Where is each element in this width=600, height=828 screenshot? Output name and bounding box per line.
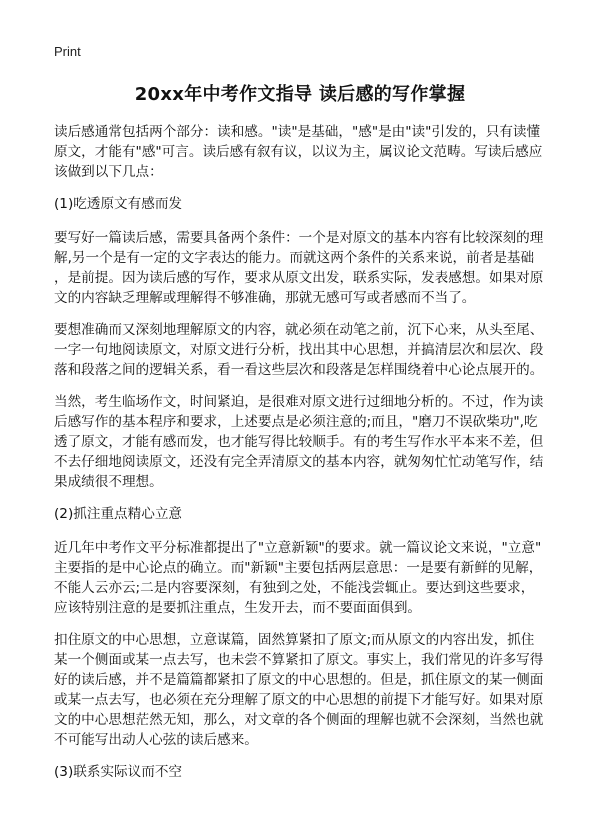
text-line: 一字一句地阅读原文，对原文进行分析，找出其中心思想，并搞清层次和层次、段	[54, 342, 544, 358]
text-line: 不能人云亦云;二是内容要深刻，有独到之处，不能浅尝辄止。要达到这些要求，	[54, 580, 535, 596]
text-line: 读后感通常包括两个部分：读和感。"读"是基础，"感"是由"读"引发的，只有读懂	[54, 124, 541, 140]
section-heading-1: (1)吃透原文有感而发	[54, 196, 183, 212]
text-line: 要写好一篇读后感，需要具备两个条件：一个是对原文的基本内容有比较深刻的理	[54, 230, 544, 246]
text-line: 主要指的是中心论点的确立。而"新颖"主要包括两层意思：一是要有新鲜的见解，	[54, 560, 543, 576]
text-line: 该做到以下几点：	[54, 164, 163, 180]
text-line: 落和段落之间的逻辑关系，看一看这些层次和段落是怎样围绕着中心论点展开的。	[54, 362, 544, 378]
article-body	[54, 122, 554, 782]
text-line: ，是前提。因为读后感的写作，要求从原文出发，联系实际，发表感想。如果对原	[54, 270, 544, 286]
text-line: 不去仔细地阅读原文，还没有完全弄清原文的基本内容，就匆匆忙忙动笔写作，结	[54, 454, 544, 470]
section-heading-3: (3)联系实际议而不空	[54, 764, 183, 780]
text-line: 解,另一个是有一定的文字表达的能力。而就这两个条件的关系来说，前者是基础	[54, 250, 535, 266]
text-line: 透了原文，才能有感而发，也才能写得比较顺手。有的考生写作水平本来不差，但	[54, 434, 544, 450]
text-line: 后感写作的基本程序和要求，上述要点是必须注意的;而且，"磨刀不误砍柴功",吃	[54, 414, 538, 430]
text-line: 近几年中考作文平分标准都提出了"立意新颖"的要求。就一篇议论文来说，"立意"	[54, 540, 542, 556]
text-line: 某一个侧面或某一点去写，也未尝不算紧扣了原文。事实上，我们常见的许多写得	[54, 652, 544, 668]
text-line: 或某一点去写，也必须在充分理解了原文的中心思想的前提下才能写好。如果对原	[54, 692, 544, 708]
text-line: 扣住原文的中心思想，立意谋篇，固然算紧扣了原文;而从原文的内容出发，抓住	[54, 632, 535, 648]
print-link[interactable]: Print	[54, 44, 81, 59]
section-heading-2: (2)抓注重点精心立意	[54, 506, 183, 522]
text-line: 当然，考生临场作文，时间紧迫，是很难对原文进行过细地分析的。不过，作为读	[54, 394, 544, 410]
page-title: 20xx年中考作文指导 读后感的写作掌握	[134, 84, 466, 105]
text-line: 好的读后感，并不是篇篇都紧扣了原文的中心思想的。但是，抓住原文的某一侧面	[54, 672, 544, 688]
intro-paragraph	[54, 122, 554, 182]
text-line: 原文，才能有"感"可言。读后感有叙有议，以议为主，属议论文范畴。写读后感应	[54, 144, 543, 160]
paragraph	[54, 228, 554, 308]
text-line: 不可能写出动人心弦的读后感来。	[54, 732, 258, 748]
paragraph	[54, 320, 554, 380]
text-line: 文的内容缺乏理解或理解得不够准确，那就无感可写或者感而不当了。	[54, 290, 476, 306]
text-line: 应该特别注意的是要抓注重点，生发开去，而不要面面俱到。	[54, 600, 422, 616]
paragraph	[54, 630, 554, 750]
paragraph	[54, 392, 554, 492]
text-line: 果成绩很不理想。	[54, 474, 163, 490]
paragraph	[54, 538, 554, 618]
text-line: 文的中心思想茫然无知，那么，对文章的各个侧面的理解也就不会深刻，当然也就	[54, 712, 544, 728]
text-line: 要想准确而又深刻地理解原文的内容，就必须在动笔之前，沉下心来，从头至尾、	[54, 322, 544, 338]
